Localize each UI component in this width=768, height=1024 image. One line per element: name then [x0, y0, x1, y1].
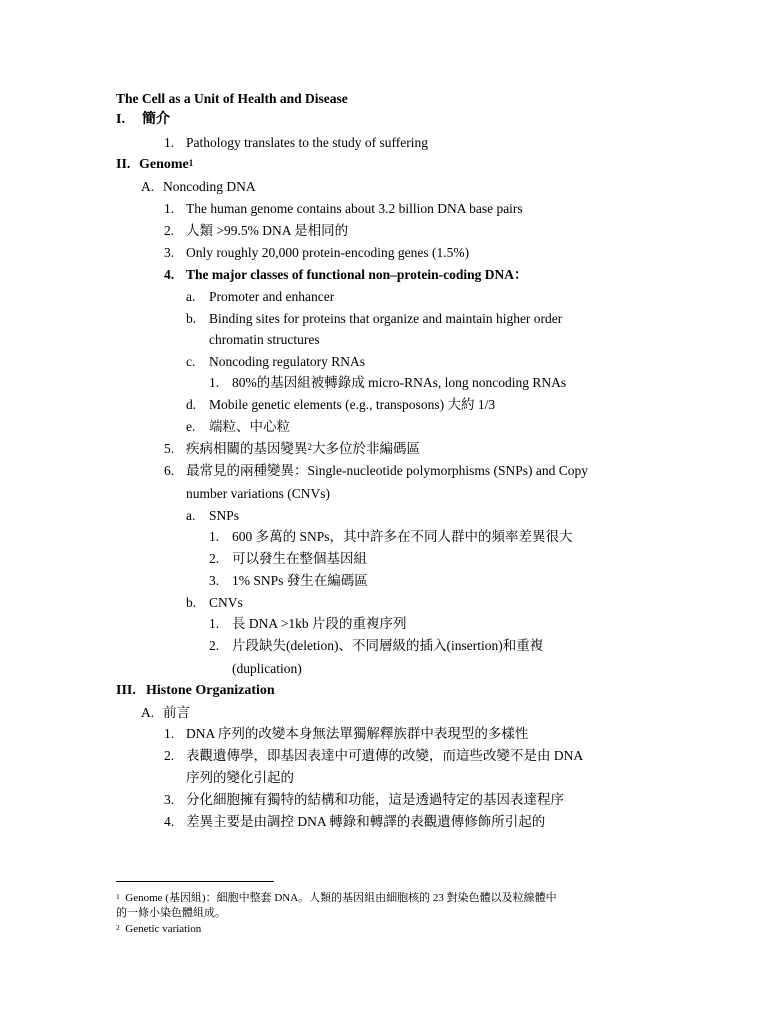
footnote-ref-2: 2	[307, 442, 312, 452]
section-ii-heading-wrap	[139, 156, 193, 174]
histone-item-2-text-continued: 序列的變化引起的	[186, 770, 294, 785]
class-b-letter: b.	[186, 311, 197, 326]
cnvs-item-2-text-continued: (duplication)	[232, 661, 302, 676]
genome-item-1-text: The human genome contains about 3.2 billion DNA base pairs	[186, 201, 523, 216]
genome-item-6-text: 最常見的兩種變異：Single-nucleotide polymorphisms (SNPs) and Copy	[186, 463, 588, 478]
genome-item-5-text	[186, 440, 420, 458]
footnote-1	[116, 891, 557, 905]
footnote-2-text: Genetic variation	[125, 923, 202, 935]
histone-item-3-text: 分化細胞擁有獨特的結構和功能，這是透過特定的基因表達程序	[186, 792, 564, 807]
class-a-text: Promoter and enhancer	[209, 289, 335, 304]
class-d-text: Mobile genetic elements (e.g., transposons) 大約 1/3	[209, 397, 496, 412]
class-c-text: Noncoding regulatory RNAs	[209, 354, 365, 369]
genome-item-2-text: 人類 >99.5% DNA 是相同的	[186, 223, 349, 238]
histone-item-3-number: 3.	[164, 792, 175, 807]
genome-item-5-number: 5.	[164, 441, 175, 456]
histone-item-2-number: 2.	[164, 748, 175, 763]
footnote-1-continued: 的一條小染色體組成。	[116, 907, 226, 919]
footnote-separator	[116, 881, 274, 882]
genome-item-5-text-b: 大多位於非編碼區	[312, 441, 420, 456]
subsection-iii-a-title: 前言	[163, 705, 190, 720]
cnvs-item-2-number: 2.	[209, 638, 220, 653]
section-ii-heading: Genome	[139, 157, 189, 172]
genome-item-6-number: 6.	[164, 463, 175, 478]
genome-item-3-text: Only roughly 20,000 protein-encoding genes (1.5%)	[186, 245, 470, 260]
histone-item-4-text: 差異主要是由調控 DNA 轉錄和轉譯的表觀遺傳修飾所引起的	[186, 814, 546, 829]
footnote-1-mark: 1	[116, 892, 120, 901]
genome-item-1-number: 1.	[164, 201, 175, 216]
genome-item-2-number: 2.	[164, 223, 175, 238]
genome-item-6-text-continued: number variations (CNVs)	[186, 486, 330, 501]
section-iii-numeral: III.	[116, 683, 136, 698]
footnote-2	[116, 922, 201, 936]
subsection-a-letter: A.	[141, 179, 155, 194]
subsection-a-title: Noncoding DNA	[163, 179, 256, 194]
class-e-text: 端粒、中心粒	[209, 419, 290, 434]
cnvs-letter: b.	[186, 595, 197, 610]
class-a-letter: a.	[186, 289, 196, 304]
snps-title: SNPs	[209, 508, 240, 523]
snps-item-1-number: 1.	[209, 529, 220, 544]
section-i-heading: 簡介	[142, 112, 170, 127]
genome-item-4-text: The major classes of functional non–protein-coding DNA：	[186, 267, 528, 282]
rna-sub-text: 80%的基因組被轉錄成 micro-RNAs, long noncoding RNAs	[232, 375, 567, 390]
genome-item-5-text-a: 疾病相關的基因變異	[186, 441, 308, 456]
genome-item-4-number: 4.	[164, 267, 175, 282]
histone-item-4-number: 4.	[164, 814, 175, 829]
section-iii-heading: Histone Organization	[146, 683, 275, 698]
footnote-2-mark: 2	[116, 923, 120, 932]
section-ii-numeral: II.	[116, 157, 131, 172]
cnvs-title: CNVs	[209, 595, 243, 610]
class-b-text: Binding sites for proteins that organize and maintain higher order	[209, 311, 563, 326]
cnvs-item-1-number: 1.	[209, 616, 220, 631]
snps-item-2-text: 可以發生在整個基因組	[232, 551, 367, 566]
document-title: The Cell as a Unit of Health and Disease	[116, 91, 348, 106]
snps-item-3-number: 3.	[209, 573, 220, 588]
footnote-ref-1: 1	[188, 158, 194, 168]
section-i-numeral: I.	[116, 112, 125, 127]
snps-item-1-text: 600 多萬的 SNPs，其中許多在不同人群中的頻率差異很大	[232, 529, 573, 544]
class-e-letter: e.	[186, 419, 196, 434]
cnvs-item-1-text: 長 DNA >1kb 片段的重複序列	[232, 616, 407, 631]
footnote-1-text: Genome (基因組)：細胞中整套 DNA。人類的基因組由細胞核的 23 對染色體以及粒線體中	[125, 892, 557, 904]
snps-item-3-text: 1% SNPs 發生在編碼區	[232, 573, 368, 588]
class-b-text-continued: chromatin structures	[209, 332, 320, 347]
snps-item-2-number: 2.	[209, 551, 220, 566]
class-c-letter: c.	[186, 354, 196, 369]
genome-item-3-number: 3.	[164, 245, 175, 260]
subsection-iii-a-letter: A.	[141, 705, 155, 720]
snps-letter: a.	[186, 508, 196, 523]
histone-item-1-text: DNA 序列的改變本身無法單獨解釋族群中表現型的多樣性	[186, 726, 529, 741]
histone-item-1-number: 1.	[164, 726, 175, 741]
class-d-letter: d.	[186, 397, 197, 412]
section-i-item-1-text: Pathology translates to the study of suffering	[186, 135, 428, 150]
rna-sub-number: 1.	[209, 375, 220, 390]
histone-item-2-text: 表觀遺傳學，即基因表達中可遺傳的改變，而這些改變不是由 DNA	[186, 748, 584, 763]
section-i-item-1-number: 1.	[164, 135, 175, 150]
cnvs-item-2-text: 片段缺失(deletion)、不同層級的插入(insertion)和重複	[232, 638, 544, 653]
